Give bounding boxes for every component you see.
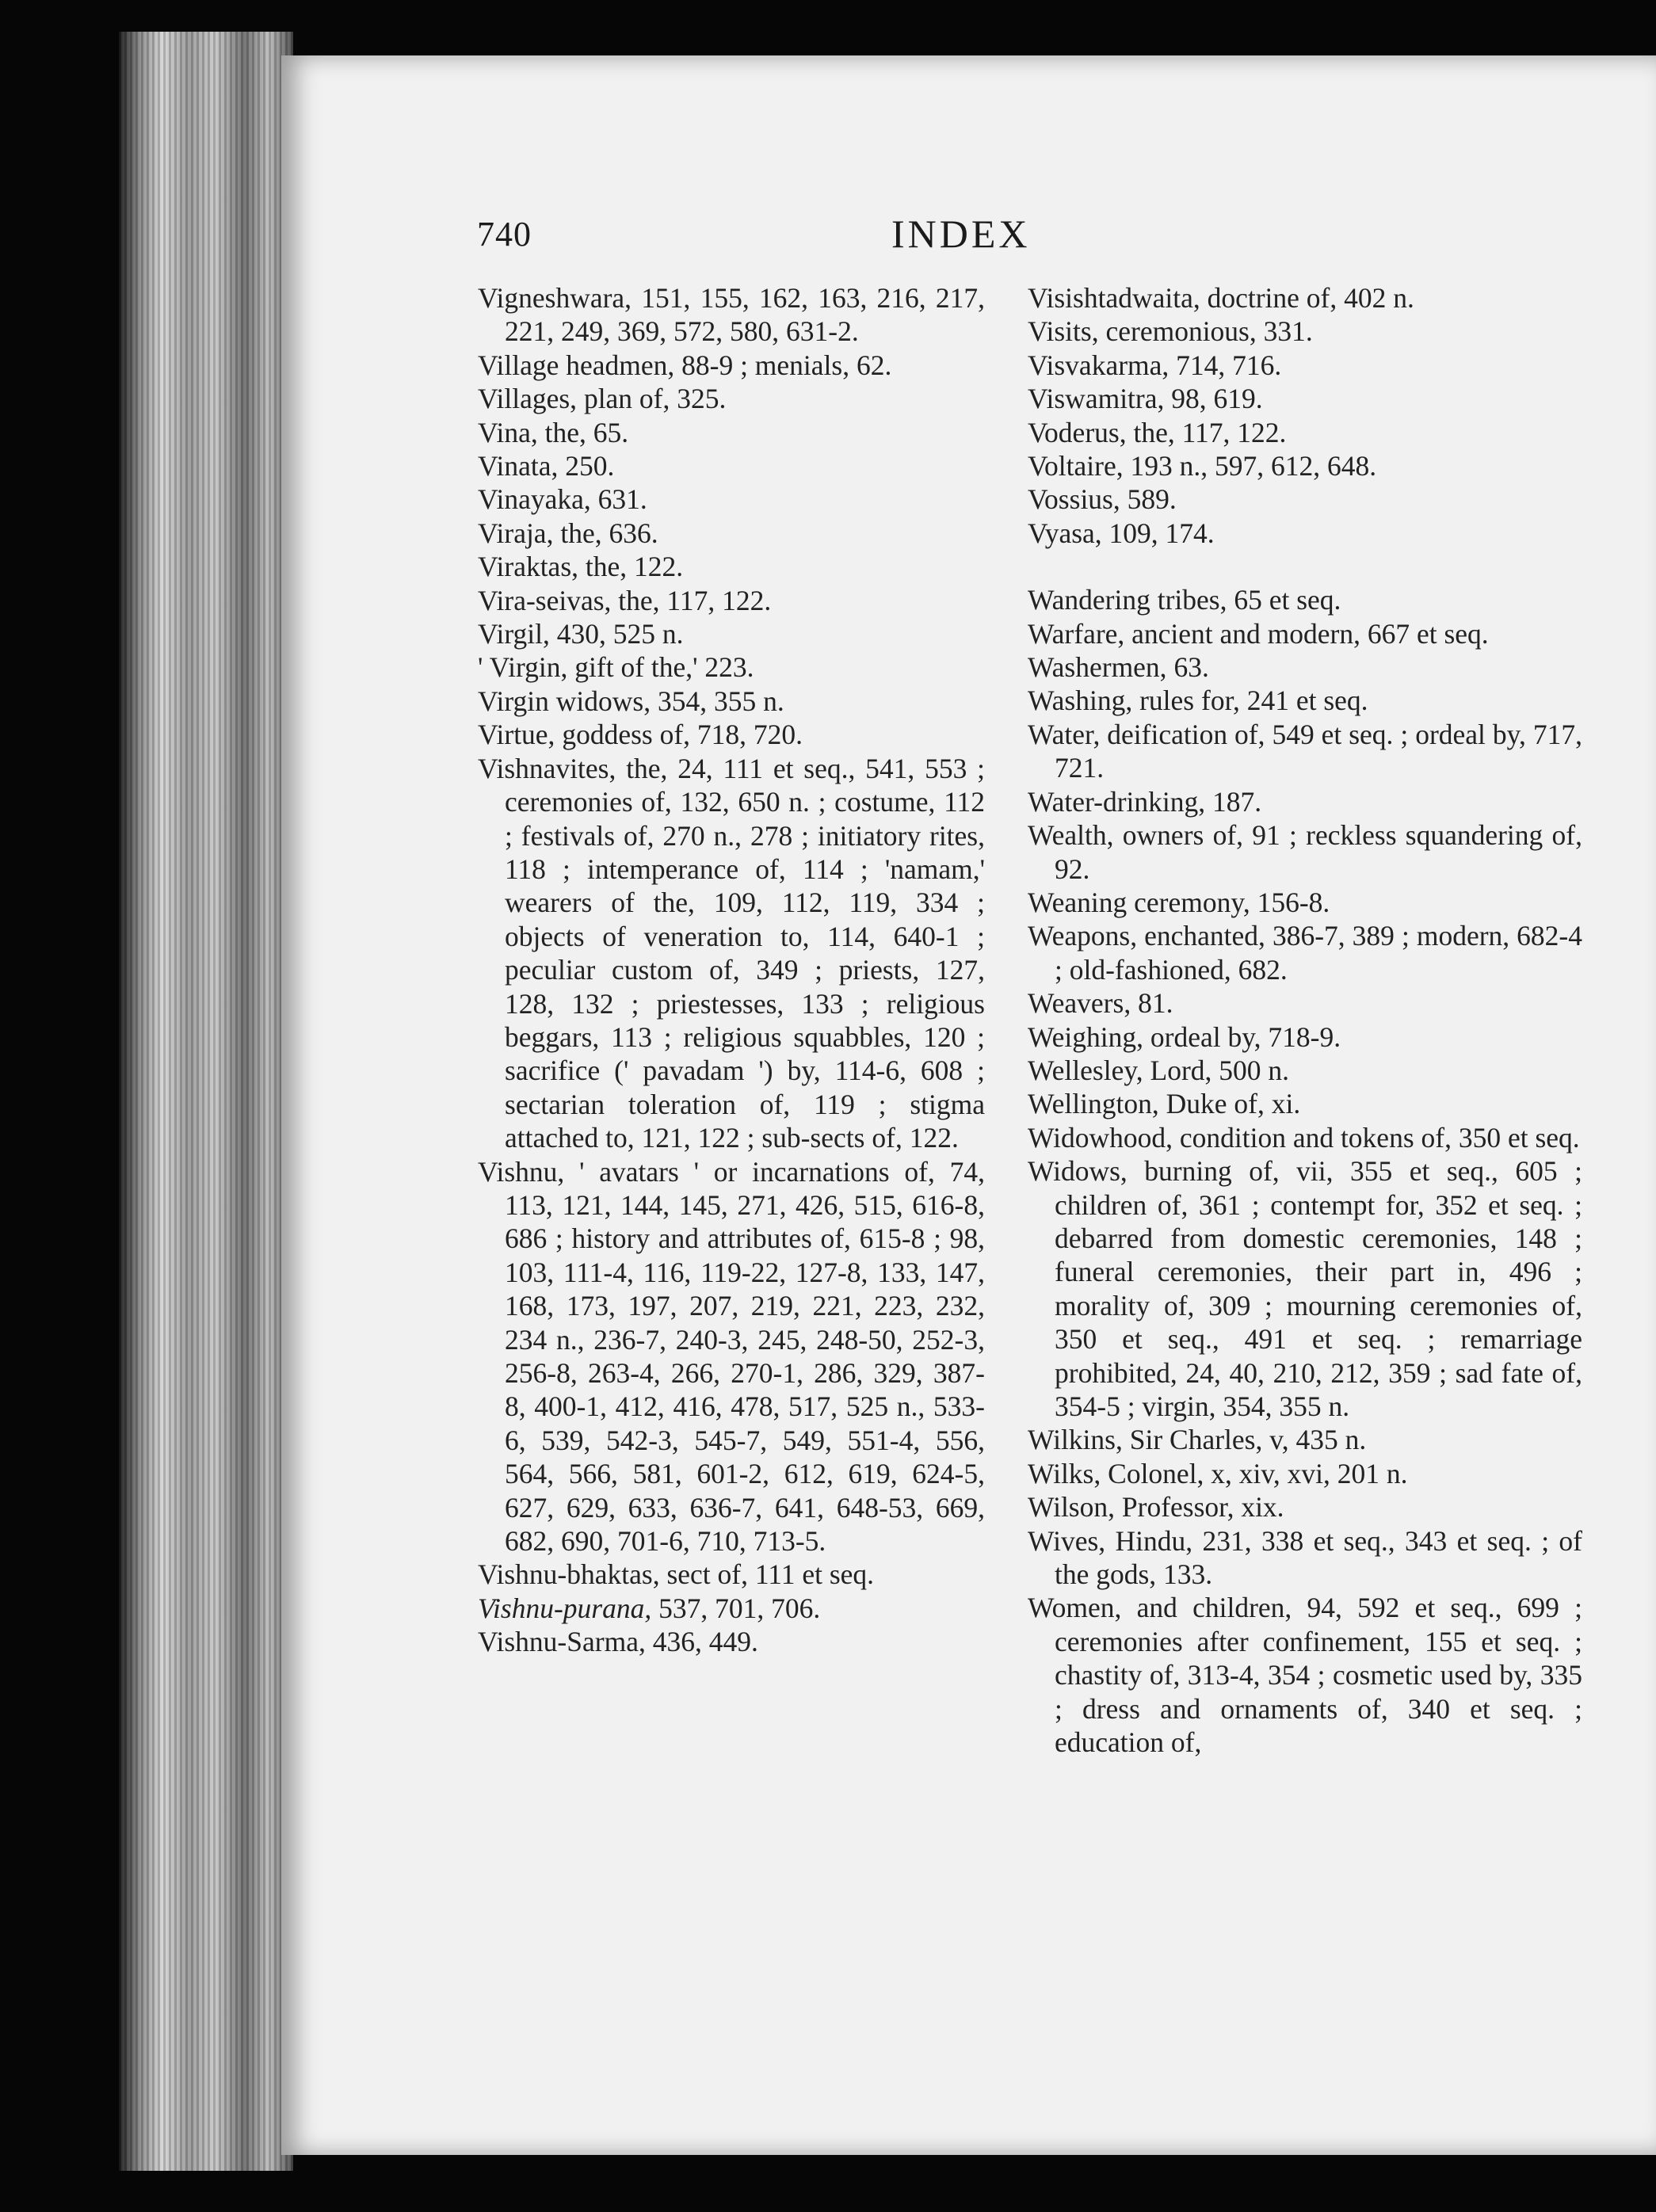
index-entry-references: ceremonious, 331. [1105,315,1313,348]
index-entry-references: 193 n., 597, 612, 648. [1130,450,1377,482]
index-entry-heading: Vinata, [478,450,559,482]
index-entry [1028,583,1582,616]
index-entry-references: 589. [1127,483,1177,516]
index-entry-references: goddess of, 718, 720. [562,719,803,751]
index-entry-heading: Visishtadwaita, [1028,282,1200,314]
index-entry-heading: Wellesley, [1028,1054,1143,1086]
index-entry-references: 151, 155, 162, 163, 216, 217, 221, 249, 369, 572, 580, 631-2. [505,282,986,348]
index-entry [1028,617,1582,650]
index-entry-references: 250. [565,450,615,482]
index-entry-references: Hindu, 231, 338 et seq., 343 et seq. ; of the gods, 133. [1055,1524,1583,1591]
index-entry-heading: Virtue, [478,719,555,751]
index-entry-references: ancient and modern, 667 et seq. [1131,617,1489,650]
index-entry-references: 65 et seq. [1234,584,1341,616]
index-entry-heading: Voderus, [1028,416,1127,448]
index-entry [1028,718,1582,785]
index-entry [1028,1457,1582,1490]
index-entry-heading: Viswamitra, [1028,383,1165,415]
index-entry-references: the, 24, 111 et seq., 541, 553 ; ceremonies of, 132, 650 n. ; costume, 112 ; festivals of, 270 n., 278 ; initiatory rites, 118 ; intemperance of, 114 ; 'namam,' wearers of the, 109, 112, 119, 334 ; objects of veneration to, 114, 640-1 ; peculiar custom of, 349 ; priests, 127, 128, 132 ; priestesses, 133 ; religious beggars, 113 ; religious squabbles, 120 ; sacrifice (' pavadam ') by, 114-6, 608 ; sectarian toleration of, 119 ; stigma attached to, 121, 122 ; sub-sects of, 122. [505,752,985,1154]
index-column-right [1028,281,1582,1759]
index-entry-references: rules for, 241 et seq. [1139,685,1368,717]
index-entry [1028,650,1582,684]
index-entry-references: ordeal by, 718-9. [1150,1020,1341,1053]
index-entry-heading: Village headmen, [478,349,675,381]
index-entry-heading: Washing, [1028,685,1133,717]
index-entry [478,517,985,550]
index-entry-heading: Wilks, [1028,1457,1101,1489]
index-entry-references: 88-9 ; menials, 62. [681,349,892,381]
index-entry [478,1625,985,1658]
index-entry-references: condition and tokens of, 350 et seq. [1179,1121,1580,1154]
index-entry-references: Lord, 500 n. [1150,1054,1290,1086]
index-entry-heading: Wellington, [1028,1088,1159,1120]
index-entry-references: 354, 355 n. [658,685,784,717]
index-entry-heading: Widows, [1028,1155,1128,1188]
index-entry-heading: Warfare, [1028,617,1125,650]
index-entry [1028,886,1582,919]
index-entry-heading: Wealth, [1028,819,1114,852]
index-entry-heading: Vishnu, [478,1155,565,1188]
index-entry-heading: Vishnu-Sarma, [478,1626,646,1658]
index-entry-heading: Vishnu-bhaktas, [478,1558,660,1591]
index-entry-heading: Water, [1028,718,1101,750]
index-entry-heading: Washermen, [1028,651,1167,684]
index-entry [478,349,985,382]
index-entry-references: Sir Charles, v, 435 n. [1129,1424,1367,1456]
index-entry-references: 109, 174. [1108,517,1215,549]
index-entry-references: 430, 525 n. [556,618,684,650]
index-entry-references: Professor, xix. [1121,1491,1284,1524]
index-entry [478,718,985,751]
index-entry-references: burning of, vii, 355 et seq., 605 ; children of, 361 ; contempt for, 352 et seq. ; debarred from domestic ceremonies, 148 ; funeral ceremonies, their part in, 496 ; morality of, 309 ; mourning ceremonies of, 350 et seq., 491 et seq. ; remarriage prohibited, 24, 40, 210, 212, 359 ; sad fate of, 354-5 ; virgin, 354, 355 n. [1055,1155,1582,1422]
index-entry-heading: Weavers, [1028,987,1131,1020]
index-entry [478,416,985,449]
index-entry [1028,517,1582,550]
index-entry [478,685,985,718]
index-entry-heading: Weaning ceremony, [1028,886,1250,918]
index-entry-heading: Water-drinking, [1028,785,1206,818]
index-entry-references: sect of, 111 et seq. [666,1558,875,1591]
index-entry [478,584,985,617]
index-entry [478,617,985,650]
index-entry [1028,818,1582,886]
index-entry [1028,482,1582,516]
index-entry [478,1155,985,1558]
index-entry-heading: Viraktas, [478,551,579,583]
index-entry-heading: Vinayaka, [478,483,591,516]
index-entry [1028,1591,1582,1759]
index-entry [478,382,985,415]
index-entry [1028,785,1582,818]
index-entry [478,281,985,349]
index-entry-heading: Virgin widows, [478,685,651,717]
index-entry [1028,1121,1582,1154]
index-entry-references: 187. [1212,785,1262,818]
index-entry-references: enchanted, 386-7, 389 ; modern, 682-4 ; old-fashioned, 682. [1055,920,1582,986]
index-entry [478,752,985,1155]
index-entry [1028,315,1582,348]
index-entry-references: 81. [1138,987,1173,1020]
index-entry-heading: ' Virgin, [478,651,568,684]
section-gap [1028,550,1582,583]
book-page [281,55,1656,2155]
index-entry-references: 631. [597,483,647,516]
index-entry-references: deification of, 549 et seq. ; ordeal by, 717, 721. [1055,718,1583,784]
index-entry-heading: Vira-seivas, [478,584,612,616]
index-entry [1028,1054,1582,1087]
index-entry-heading: Weighing, [1028,1020,1144,1053]
index-entry-heading: Widowhood, [1028,1121,1173,1154]
page-number: 740 [477,215,532,254]
index-entry-heading: Voltaire, [1028,450,1124,482]
index-entry-references: the, 636. [560,517,658,549]
index-entry-heading: Vyasa, [1028,517,1102,549]
index-entry-references: the, 117, 122. [1133,416,1287,448]
index-entry-heading: Viraja, [478,517,554,549]
index-entry [478,482,985,516]
index-entry-references: 714, 716. [1176,349,1282,381]
index-entry-references: 63. [1173,651,1209,684]
index-entry [1028,382,1582,415]
index-entry [1028,281,1582,315]
index-entry [1028,1087,1582,1120]
index-entry [1028,1490,1582,1524]
index-column-left [478,281,985,1659]
index-entry [1028,1020,1582,1054]
index-entry [1028,1423,1582,1456]
index-entry-references: plan of, 325. [583,383,727,415]
index-entry [1028,1524,1582,1592]
index-entry-references: 436, 449. [652,1626,758,1658]
index-entry [1028,684,1582,717]
index-entry [478,1558,985,1591]
index-entry-heading: Vossius, [1028,483,1120,516]
index-entry-heading: Vishnavites, [478,752,616,784]
index-entry-heading: Women, [1028,1592,1122,1624]
index-entry-references: 537, 701, 706. [658,1592,821,1624]
index-entry-references: and children, 94, 592 et seq., 699 ; ceremonies after confinement, 155 et seq. ; chastity of, 313-4, 354 ; cosmetic used by, 335 ; dress and ornaments of, 340 et seq. ; education of, [1055,1592,1583,1759]
index-entry-heading: Wilson, [1028,1491,1116,1524]
index-entry-heading: Visvakarma, [1028,349,1170,381]
index-entry-references: 156-8. [1257,886,1330,918]
index-entry [1028,919,1582,986]
index-entry [1028,349,1582,382]
index-entry-heading: Weapons, [1028,920,1138,952]
running-head: INDEX [891,212,1031,256]
index-entry-heading: Villages, [478,383,578,415]
index-entry-heading: Vishnu-purana, [478,1592,652,1624]
index-entry-references: doctrine of, 402 n. [1207,282,1414,314]
book-spine-edge [119,32,293,2171]
index-entry-references: Colonel, x, xiv, xvi, 201 n. [1108,1457,1408,1489]
index-entry [1028,449,1582,482]
index-entry-references: owners of, 91 ; reckless squandering of, 92. [1055,819,1582,885]
index-entry-references: the, 117, 122. [618,584,772,616]
index-entry [1028,1154,1582,1423]
index-entry-references: gift of the,' 223. [574,651,754,684]
index-entry-references: ' avatars ' or incarnations of, 74, 113, 121, 144, 145, 271, 426, 515, 616-8, 686 ; history and attributes of, 615-8 ; 98, 103, 111-4, 116, 119-22, 127-8, 133, 147, 168, 173, 197, 207, 219, 221, 223, 232, 234 n., 236-7, 240-3, 245, 248-50, 252-3, 256-8, 263-4, 266, 270-1, 286, 329, 387-8, 400-1, 412, 416, 478, 517, 525 n., 533-6, 539, 542-3, 545-7, 549, 551-4, 556, 564, 566, 581, 601-2, 612, 619, 624-5, 627, 629, 633, 636-7, 641, 648-53, 669, 682, 690, 701-6, 710, 713-5. [505,1155,986,1558]
index-entry [478,449,985,482]
index-entry-heading: Virgil, [478,618,550,650]
index-entry-references: the, 122. [585,551,684,583]
index-entry-heading: Vina, [478,416,538,448]
index-entry-references: the, 65. [544,416,629,448]
index-entry-references: Duke of, xi. [1166,1088,1301,1120]
index-entry [478,1592,985,1625]
index-entry-heading: Wilkins, [1028,1424,1123,1456]
index-entry-heading: Vigneshwara, [478,282,632,314]
index-entry [1028,986,1582,1020]
index-entry-references: 98, 619. [1171,383,1263,415]
index-entry [478,550,985,583]
index-entry [1028,416,1582,449]
index-entry-heading: Wives, [1028,1524,1106,1557]
index-entry [478,650,985,684]
index-entry-heading: Visits, [1028,315,1099,348]
index-entry-heading: Wandering tribes, [1028,584,1227,616]
